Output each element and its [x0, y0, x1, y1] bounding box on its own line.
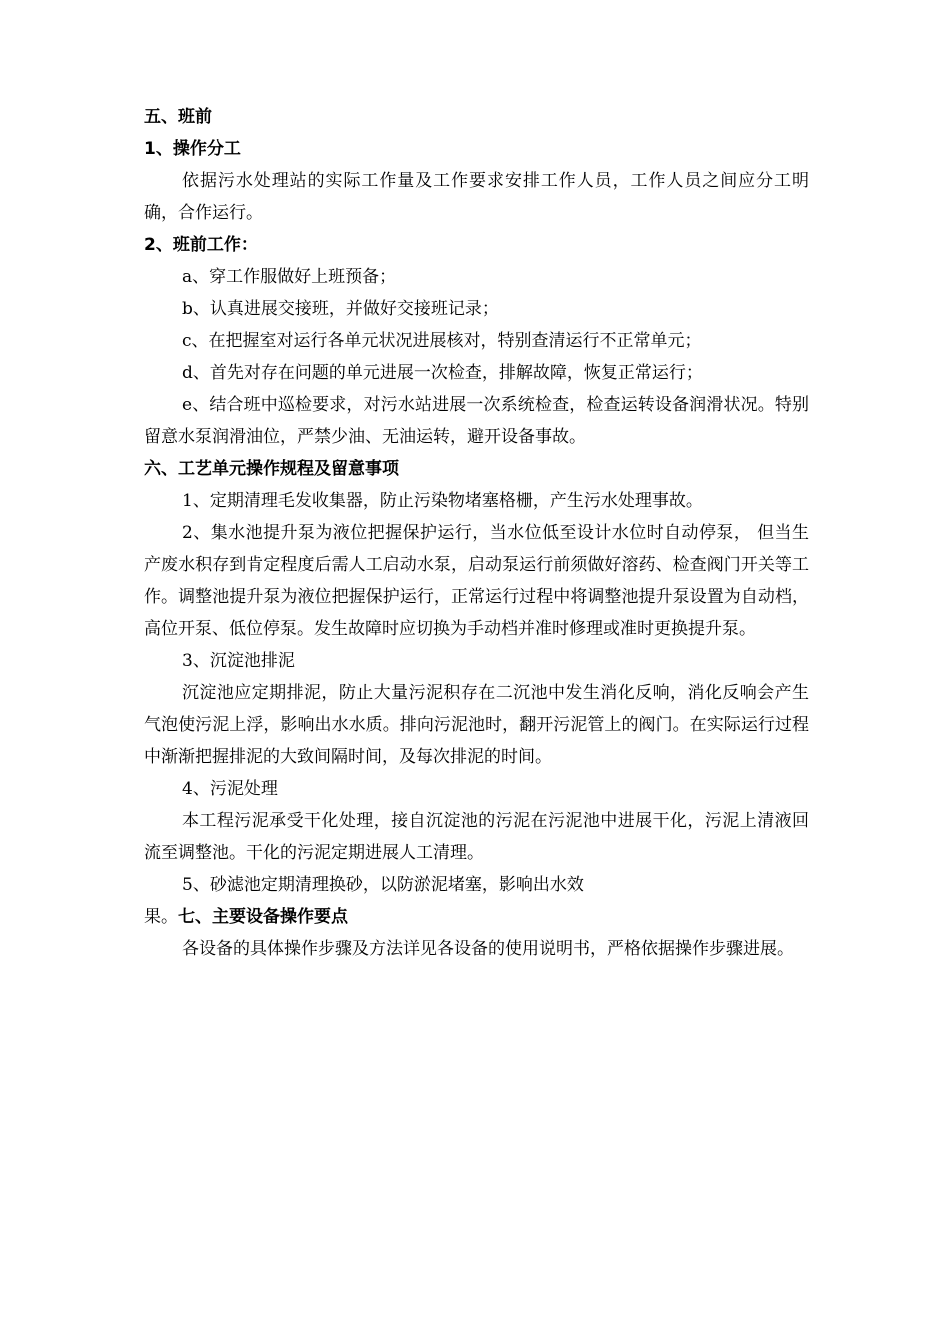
section-6-paragraph-1: 1、定期清理毛发收集器，防止污染物堵塞格栅，产生污水处理事故。 — [182, 491, 703, 511]
section-6-item-5-line-1: 5、砂滤池定期清理换砂，以防淤泥堵塞，影响出水效 — [182, 875, 584, 895]
subsection-2-title: 2、班前工作： — [144, 235, 258, 255]
section-6-item-4-body: 本工程污泥承受干化处理，接自沉淀池的污泥在污泥池中进展干化，污泥上清液回流至调整池。干化的污泥定期进展人工清理。 — [144, 811, 809, 863]
document-content — [144, 101, 809, 965]
section-6-item-5-line-2 — [144, 901, 809, 933]
section-6-item-3-body: 沉淀池应定期排泥，防止大量污泥积存在二沉池中发生消化反响，消化反响会产生气泡使污泥上浮，影响出水水质。排向污泥池时，翻开污泥管上的阀门。在实际运行过程中渐渐把握排泥的大致间隔时间，及每次排泥的时间。 — [144, 683, 809, 767]
list-item-d: d、首先对存在问题的单元进展一次检查，排解故障，恢复正常运行； — [182, 363, 703, 383]
section-6-paragraph-2: 2、集水池提升泵为液位把握保护运行，当水位低至设计水位时自动停泵， 但当生产废水积存到肯定程度后需人工启动水泵，启动泵运行前须做好溶药、检查阀门开关等工作。调整池提升泵为液位把握保护运行，正常运行过程中将调整池提升泵设置为自动档，高位开泵、低位停泵。发生故障时应切换为手动档并准时修理或准时更换提升泵。 — [144, 523, 809, 639]
section-6-item-4-title: 4、污泥处理 — [182, 779, 278, 799]
list-item-e: e、结合班中巡检要求，对污水站进展一次系统检查，检查运转设备润滑状况。特别留意水泵润滑油位，严禁少油、无油运转，避开设备事故。 — [144, 395, 809, 447]
list-item-b: b、认真进展交接班，并做好交接班记录； — [182, 299, 499, 319]
subsection-1-title: 1、操作分工 — [144, 139, 241, 159]
subsection-1-body: 依据污水处理站的实际工作量及工作要求安排工作人员，工作人员之间应分工明确，合作运行。 — [144, 171, 809, 223]
section-6-title: 六、工艺单元操作规程及留意事项 — [144, 459, 399, 479]
section-5-title: 五、班前 — [144, 107, 212, 127]
section-6-item-5-tail: 果。 — [144, 907, 178, 927]
list-item-c: c、在把握室对运行各单元状况进展核对，特别查清运行不正常单元； — [182, 331, 702, 351]
section-6-item-3-title: 3、沉淀池排泥 — [182, 651, 295, 671]
section-7-title: 七、主要设备操作要点 — [178, 907, 348, 927]
list-item-a: a、穿工作服做好上班预备； — [182, 267, 397, 287]
section-7-body: 各设备的具体操作步骤及方法详见各设备的使用说明书，严格依据操作步骤进展。 — [182, 939, 794, 959]
